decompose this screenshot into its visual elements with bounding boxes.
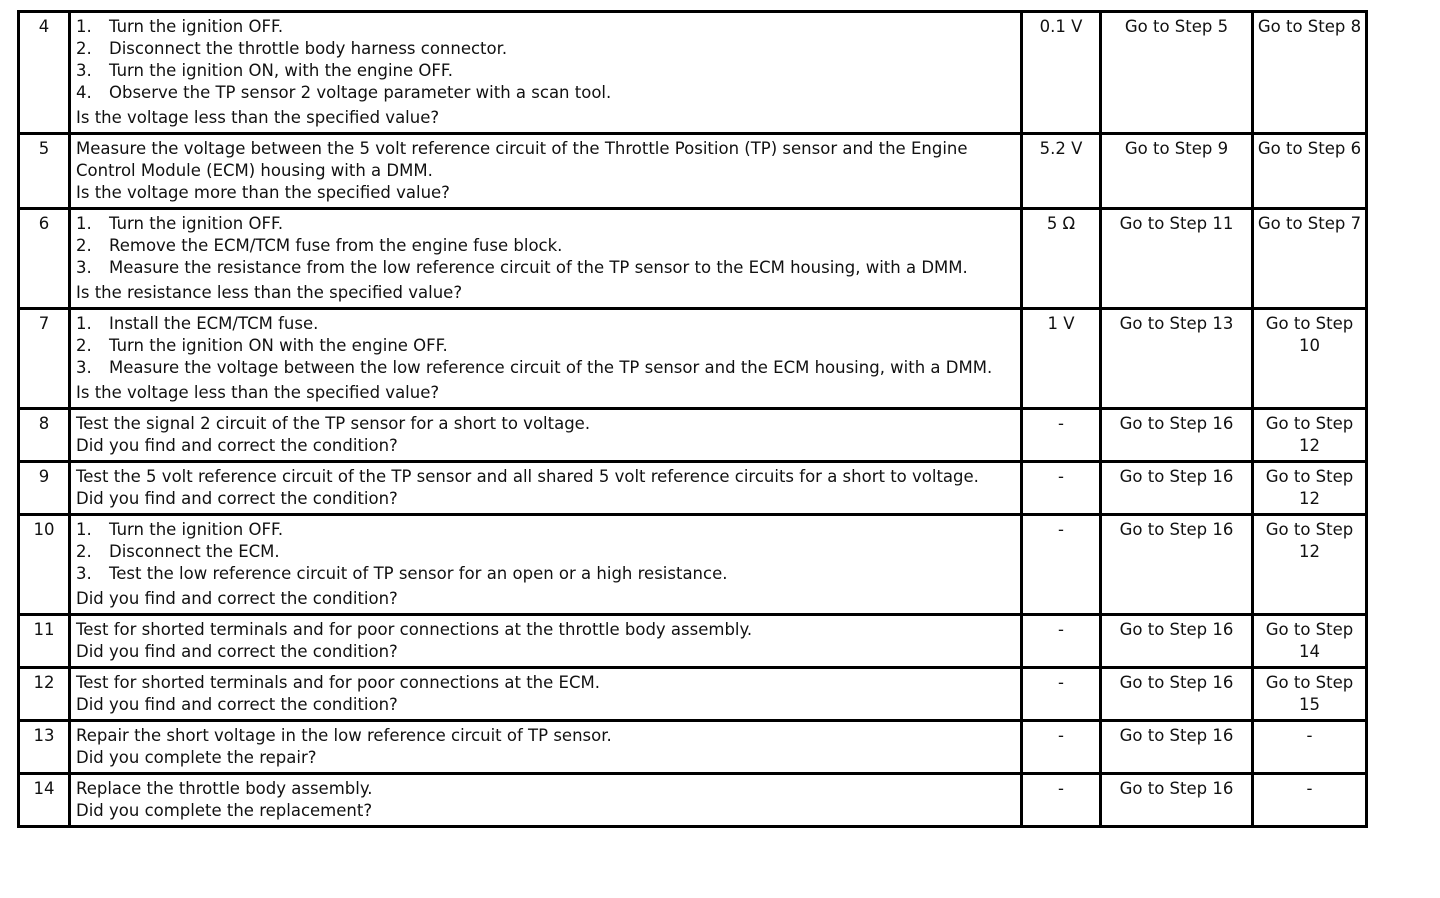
no-action: Go to Step 12 xyxy=(1253,462,1367,515)
substep-number: 2. xyxy=(76,39,92,58)
step-number: 8 xyxy=(19,409,70,462)
substep-number: 2. xyxy=(76,236,92,255)
action-cell xyxy=(70,309,1022,409)
substep-text: Measure the voltage between the low reference circuit of the TP sensor and the ECM housing, with a DMM. xyxy=(109,358,993,377)
action-cell xyxy=(70,462,1022,515)
table-row xyxy=(19,12,1367,134)
specified-value: 1 V xyxy=(1022,309,1101,409)
yes-action: Go to Step 13 xyxy=(1101,309,1253,409)
action-text: Replace the throttle body assembly. xyxy=(76,779,373,798)
specified-value: - xyxy=(1022,668,1101,721)
diagnostic-table xyxy=(17,10,1368,828)
action-cell xyxy=(70,515,1022,615)
step-number: 5 xyxy=(19,134,70,209)
substep-number: 1. xyxy=(76,214,92,233)
substep-text: Turn the ignition OFF. xyxy=(109,17,284,36)
substep-number: 3. xyxy=(76,564,92,583)
substep-number: 3. xyxy=(76,358,92,377)
action-cell xyxy=(70,12,1022,134)
action-cell xyxy=(70,668,1022,721)
substep-text: Turn the ignition ON with the engine OFF. xyxy=(109,336,448,355)
substep xyxy=(76,235,1015,257)
substep xyxy=(76,541,1015,563)
substep-text: Turn the ignition ON, with the engine OFF. xyxy=(109,61,453,80)
yes-action: Go to Step 16 xyxy=(1101,668,1253,721)
action-cell xyxy=(70,134,1022,209)
substep-list xyxy=(76,16,1015,104)
specified-value: 5 Ω xyxy=(1022,209,1101,309)
question-text: Did you complete the repair? xyxy=(76,748,317,767)
specified-value: - xyxy=(1022,721,1101,774)
substep xyxy=(76,257,1015,279)
substep xyxy=(76,16,1015,38)
yes-action: Go to Step 16 xyxy=(1101,615,1253,668)
action-text: Test the 5 volt reference circuit of the TP sensor and all shared 5 volt reference circuits for a short to voltage. xyxy=(76,467,979,486)
yes-action: Go to Step 16 xyxy=(1101,721,1253,774)
action-text: Measure the voltage between the 5 volt reference circuit of the Throttle Position (TP) sensor and the Engine Control Module (ECM) housing with a DMM. xyxy=(76,139,968,180)
no-action: Go to Step 12 xyxy=(1253,515,1367,615)
step-number: 12 xyxy=(19,668,70,721)
substep-number: 3. xyxy=(76,61,92,80)
substep-number: 3. xyxy=(76,258,92,277)
no-action: Go to Step 12 xyxy=(1253,409,1367,462)
substep-text: Remove the ECM/TCM fuse from the engine fuse block. xyxy=(109,236,563,255)
substep-list xyxy=(76,213,1015,279)
table-row xyxy=(19,409,1367,462)
step-number: 14 xyxy=(19,774,70,827)
substep xyxy=(76,213,1015,235)
no-action: Go to Step 14 xyxy=(1253,615,1367,668)
substep-text: Test the low reference circuit of TP sensor for an open or a high resistance. xyxy=(109,564,728,583)
substep-text: Disconnect the throttle body harness connector. xyxy=(109,39,508,58)
table-row xyxy=(19,209,1367,309)
substep-number: 2. xyxy=(76,542,92,561)
yes-action: Go to Step 5 xyxy=(1101,12,1253,134)
substep xyxy=(76,313,1015,335)
substep xyxy=(76,563,1015,585)
table-row xyxy=(19,615,1367,668)
substep-text: Disconnect the ECM. xyxy=(109,542,280,561)
no-action: Go to Step 7 xyxy=(1253,209,1367,309)
question-text: Is the resistance less than the specified value? xyxy=(76,283,463,302)
table-row xyxy=(19,774,1367,827)
specified-value: - xyxy=(1022,409,1101,462)
substep-number: 4. xyxy=(76,83,92,102)
yes-action: Go to Step 11 xyxy=(1101,209,1253,309)
table-row xyxy=(19,668,1367,721)
specified-value: 0.1 V xyxy=(1022,12,1101,134)
yes-action: Go to Step 16 xyxy=(1101,774,1253,827)
table-row xyxy=(19,309,1367,409)
step-number: 6 xyxy=(19,209,70,309)
specified-value: - xyxy=(1022,515,1101,615)
yes-action: Go to Step 16 xyxy=(1101,462,1253,515)
substep-number: 1. xyxy=(76,314,92,333)
step-number: 7 xyxy=(19,309,70,409)
step-number: 13 xyxy=(19,721,70,774)
action-cell xyxy=(70,615,1022,668)
no-action: - xyxy=(1253,774,1367,827)
action-cell xyxy=(70,721,1022,774)
step-number: 11 xyxy=(19,615,70,668)
no-action: Go to Step 10 xyxy=(1253,309,1367,409)
step-number: 4 xyxy=(19,12,70,134)
question-text: Did you find and correct the condition? xyxy=(76,489,398,508)
question-text: Is the voltage less than the specified value? xyxy=(76,108,440,127)
action-cell xyxy=(70,209,1022,309)
substep xyxy=(76,82,1015,104)
question-text: Did you find and correct the condition? xyxy=(76,436,398,455)
table-row xyxy=(19,134,1367,209)
substep xyxy=(76,60,1015,82)
substep-number: 1. xyxy=(76,17,92,36)
specified-value: 5.2 V xyxy=(1022,134,1101,209)
substep xyxy=(76,38,1015,60)
table-row xyxy=(19,462,1367,515)
action-text: Test for shorted terminals and for poor connections at the ECM. xyxy=(76,673,600,692)
question-text: Is the voltage less than the specified value? xyxy=(76,383,440,402)
question-text: Did you find and correct the condition? xyxy=(76,642,398,661)
question-text: Did you find and correct the condition? xyxy=(76,589,398,608)
action-text: Test for shorted terminals and for poor connections at the throttle body assembly. xyxy=(76,620,753,639)
action-cell xyxy=(70,409,1022,462)
substep-number: 1. xyxy=(76,520,92,539)
substep-text: Turn the ignition OFF. xyxy=(109,520,284,539)
specified-value: - xyxy=(1022,462,1101,515)
substep-text: Turn the ignition OFF. xyxy=(109,214,284,233)
yes-action: Go to Step 9 xyxy=(1101,134,1253,209)
substep xyxy=(76,335,1015,357)
no-action: Go to Step 8 xyxy=(1253,12,1367,134)
substep xyxy=(76,519,1015,541)
yes-action: Go to Step 16 xyxy=(1101,515,1253,615)
substep-number: 2. xyxy=(76,336,92,355)
specified-value: - xyxy=(1022,615,1101,668)
substep xyxy=(76,357,1015,379)
table-row xyxy=(19,515,1367,615)
no-action: Go to Step 15 xyxy=(1253,668,1367,721)
substep-list xyxy=(76,519,1015,585)
substep-text: Install the ECM/TCM fuse. xyxy=(109,314,319,333)
action-text: Test the signal 2 circuit of the TP sensor for a short to voltage. xyxy=(76,414,591,433)
action-text: Repair the short voltage in the low reference circuit of TP sensor. xyxy=(76,726,612,745)
substep-text: Measure the resistance from the low reference circuit of the TP sensor to the ECM housing, with a DMM. xyxy=(109,258,968,277)
question-text: Did you complete the replacement? xyxy=(76,801,373,820)
action-cell xyxy=(70,774,1022,827)
yes-action: Go to Step 16 xyxy=(1101,409,1253,462)
substep-list xyxy=(76,313,1015,379)
step-number: 9 xyxy=(19,462,70,515)
substep-text: Observe the TP sensor 2 voltage parameter with a scan tool. xyxy=(109,83,612,102)
specified-value: - xyxy=(1022,774,1101,827)
question-text: Did you find and correct the condition? xyxy=(76,695,398,714)
no-action: - xyxy=(1253,721,1367,774)
table-row xyxy=(19,721,1367,774)
question-text: Is the voltage more than the specified value? xyxy=(76,183,450,202)
step-number: 10 xyxy=(19,515,70,615)
no-action: Go to Step 6 xyxy=(1253,134,1367,209)
